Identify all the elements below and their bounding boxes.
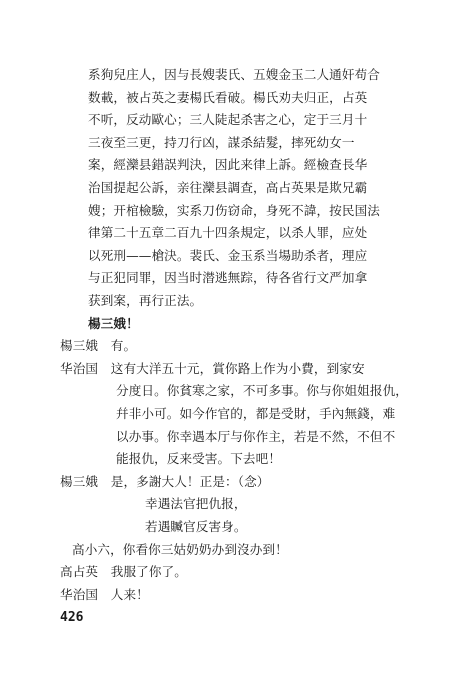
dialogue-line: 以办事。你幸遇本厅与你作主，若是不然，不但不 <box>116 428 396 444</box>
cue-line: 楊三娥！ <box>88 315 139 331</box>
dialogue-line: 分度日。你貧寒之家，不可多事。你与你姐姐报仇， <box>116 383 408 399</box>
dialogue-line: 华治国 这有大洋五十元，賞你路上作为小費，到家安 <box>60 360 365 376</box>
text-line: 获到案，再行正法。 <box>88 293 203 308</box>
text-line: 三夜至三更，持刀行凶，謀杀結髮，摔死幼女一 <box>88 134 355 150</box>
text-line: 律第二十五章二百九十四条規定，以杀人罪，应处 <box>88 225 368 241</box>
dialogue-line: 楊三娥 是，多謝大人！正是：（念） <box>60 473 270 489</box>
dialogue-line: 高占英 我服了你了。 <box>60 564 187 580</box>
text-line: 治国提起公訴，亲往灤县調查，高占英果是欺兄霸 <box>88 180 368 195</box>
text-line: 数載，被占英之妻楊氏看破。楊氏劝夫归正，占英 <box>88 89 368 105</box>
text-line: 案，經灤县錯誤判決，因此来律上訴。經檢查長华 <box>88 157 368 173</box>
text-line: 不听，反动歐心；三人陡起杀害之心，定于三月十 <box>88 112 368 128</box>
text-line: 与正犯同罪，因当时潜逃無踪，待各省行文严加拿 <box>88 270 368 286</box>
verse-line: 若遇贓官反害身。 <box>145 519 247 534</box>
dialogue-line: 能报仇，反来受害。下去吧！ <box>116 451 282 467</box>
dialogue-line: 幷非小可。如今作官的，都是受財，手內無錢，难 <box>116 406 396 421</box>
verse-line: 幸遇法官把仇报， <box>145 496 247 512</box>
text-line: 以死刑——槍決。裴氏、金玉系当場助杀者，理应 <box>88 247 368 263</box>
text-line: 嫂；开棺檢驗，实系刀伤窃命，身死不諱，按民国法 <box>88 202 380 218</box>
dialogue-line: 华治国 人来！ <box>60 586 149 602</box>
page-number: 426 <box>60 609 84 625</box>
dialogue-line: 高小六，你看你三姑奶奶办到沒办到！ <box>72 541 288 557</box>
text-line: 系狗兒庄人，因与長嫂裴氏、五嫂金玉二人通奸苟合 <box>88 67 380 82</box>
dialogue-line: 楊三娥 有。 <box>60 338 137 354</box>
